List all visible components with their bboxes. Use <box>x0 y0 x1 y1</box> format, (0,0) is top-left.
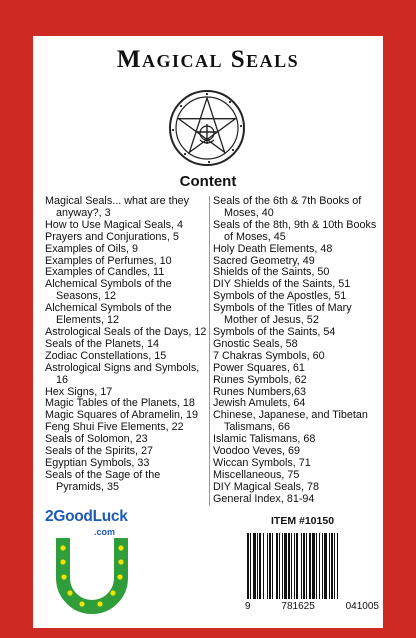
barcode-bar <box>288 533 290 599</box>
toc-entry: Magical Seals... what are they anyway?, 3 <box>45 195 190 219</box>
toc-left-column <box>45 196 207 494</box>
content-heading: Content <box>179 173 237 190</box>
toc-entry: Sacred Geometry, 49 <box>213 254 315 267</box>
barcode-bar <box>306 533 307 599</box>
barcode-bar <box>303 533 305 599</box>
barcode-group-1: 781625 <box>281 601 315 612</box>
barcode-bar <box>267 533 268 599</box>
toc-entry: DIY Magical Seals, 78 <box>213 480 320 493</box>
toc-entry: Runes Symbols, 62 <box>213 373 307 386</box>
barcode-bar <box>269 533 271 599</box>
toc-entry: How to Use Magical Seals, 4 <box>45 218 184 231</box>
toc-entry: Chinese, Japanese, and Tibetan Talismans, 66 <box>213 409 368 434</box>
barcode-bar <box>263 533 264 599</box>
barcode-bar <box>291 533 292 599</box>
toc-entry: Islamic Talismans, 68 <box>213 433 316 446</box>
barcode-bar <box>276 533 278 599</box>
barcode-bar <box>312 533 315 599</box>
toc-entry: Gnostic Seals, 58 <box>213 337 298 350</box>
barcode-lead-digit: 9 <box>245 601 251 612</box>
barcode-bar <box>329 533 330 599</box>
toc-entry: Power Squares, 61 <box>213 361 305 374</box>
barcode-bar <box>337 533 338 599</box>
barcode-group-2: 041005 <box>345 601 379 612</box>
toc-right-column <box>209 196 379 506</box>
toc-entry: Magic Tables of the Planets, 18 <box>45 397 195 410</box>
barcode-bar <box>309 533 311 599</box>
toc-entry: Seals of the Spirits, 27 <box>45 445 154 458</box>
toc-entry: Hex Signs, 17 <box>45 385 113 398</box>
barcode-bar <box>259 533 261 599</box>
toc-entry: Seals of the 8th, 9th & 10th Books of Moses, 45 <box>213 218 377 243</box>
barcode-bar <box>319 533 320 599</box>
toc-entry: Egyptian Symbols, 33 <box>45 456 150 469</box>
barcode-bar <box>331 533 333 599</box>
toc-entry: Jewish Amulets, 64 <box>213 397 306 410</box>
barcode-bar <box>247 533 249 599</box>
barcode-bar <box>322 533 323 599</box>
toc-entry: Runes Numbers,63 <box>213 385 307 398</box>
toc-entry: Symbols of the Saints, 54 <box>213 325 336 338</box>
toc-entry: Seals of the Planets, 14 <box>45 337 160 350</box>
toc-entry: Holy Death Elements, 48 <box>213 242 333 255</box>
toc-entry: Miscellaneous, 75 <box>213 468 300 481</box>
brand-logo <box>45 508 165 618</box>
toc-entry: Feng Shui Five Elements, 22 <box>45 421 184 434</box>
back-cover-panel <box>33 36 383 628</box>
toc-entry: Examples of Oils, 9 <box>45 242 139 255</box>
brand-domain: .com <box>94 527 116 537</box>
toc-entry: General Index, 81-94 <box>213 492 315 505</box>
barcode-bar <box>272 533 273 599</box>
toc-entry: Alchemical Symbols of the Elements, 12 <box>45 302 172 327</box>
barcode-bar <box>250 533 251 599</box>
barcode-bar <box>253 533 256 599</box>
barcode-numbers <box>245 601 379 612</box>
barcode-bar <box>282 533 283 599</box>
pentacle-seal-icon <box>167 88 247 168</box>
barcode-bar <box>257 533 258 599</box>
book-title: Magical Seals <box>116 46 300 73</box>
toc-entry: Magic Squares of Abramelin, 19 <box>45 409 199 422</box>
barcode <box>245 533 379 599</box>
toc-entry: Examples of Perfumes, 10 <box>45 254 172 267</box>
toc-entry: Seals of Solomon, 23 <box>45 433 148 446</box>
barcode-bar <box>279 533 280 599</box>
barcode-bar <box>284 533 287 599</box>
toc-entry: Prayers and Conjurations, 5 <box>45 230 179 243</box>
toc-entry: Shields of the Saints, 50 <box>213 266 330 279</box>
item-number: ITEM #10150 <box>271 515 335 527</box>
toc-entry: 7 Chakras Symbols, 60 <box>213 349 325 362</box>
toc-entry: Symbols of the Titles of Mary Mother of Jesus, 52 <box>213 302 352 327</box>
toc-entry: Examples of Candles, 11 <box>45 266 165 279</box>
toc-entry: Voodoo Veves, 69 <box>213 445 301 458</box>
barcode-bar <box>316 533 317 599</box>
toc-entry: Astrological Signs and Symbols, 16 <box>45 361 200 386</box>
barcode-bar <box>334 533 335 599</box>
barcode-bar <box>301 533 302 599</box>
barcode-bar <box>296 533 298 599</box>
toc-entry: Wiccan Symbols, 71 <box>213 456 311 469</box>
brand-name: 2GoodLuck <box>45 508 128 525</box>
toc-entry: Zodiac Constellations, 15 <box>45 349 167 362</box>
toc-entry: Seals of the Sage of the Pyramids, 35 <box>45 468 161 493</box>
toc-entry: DIY Shields of the Saints, 51 <box>213 278 351 291</box>
toc-entry: Alchemical Symbols of the Seasons, 12 <box>45 278 172 303</box>
toc-entry: Seals of the 6th & 7th Books of Moses, 40 <box>213 195 362 219</box>
barcode-bar <box>324 533 327 599</box>
barcode-bar <box>294 533 295 599</box>
horseshoe-icon <box>49 538 135 618</box>
toc-entry: Astrological Seals of the Days, 12 <box>45 325 207 338</box>
toc-entry: Symbols of the Apostles, 51 <box>213 290 347 303</box>
